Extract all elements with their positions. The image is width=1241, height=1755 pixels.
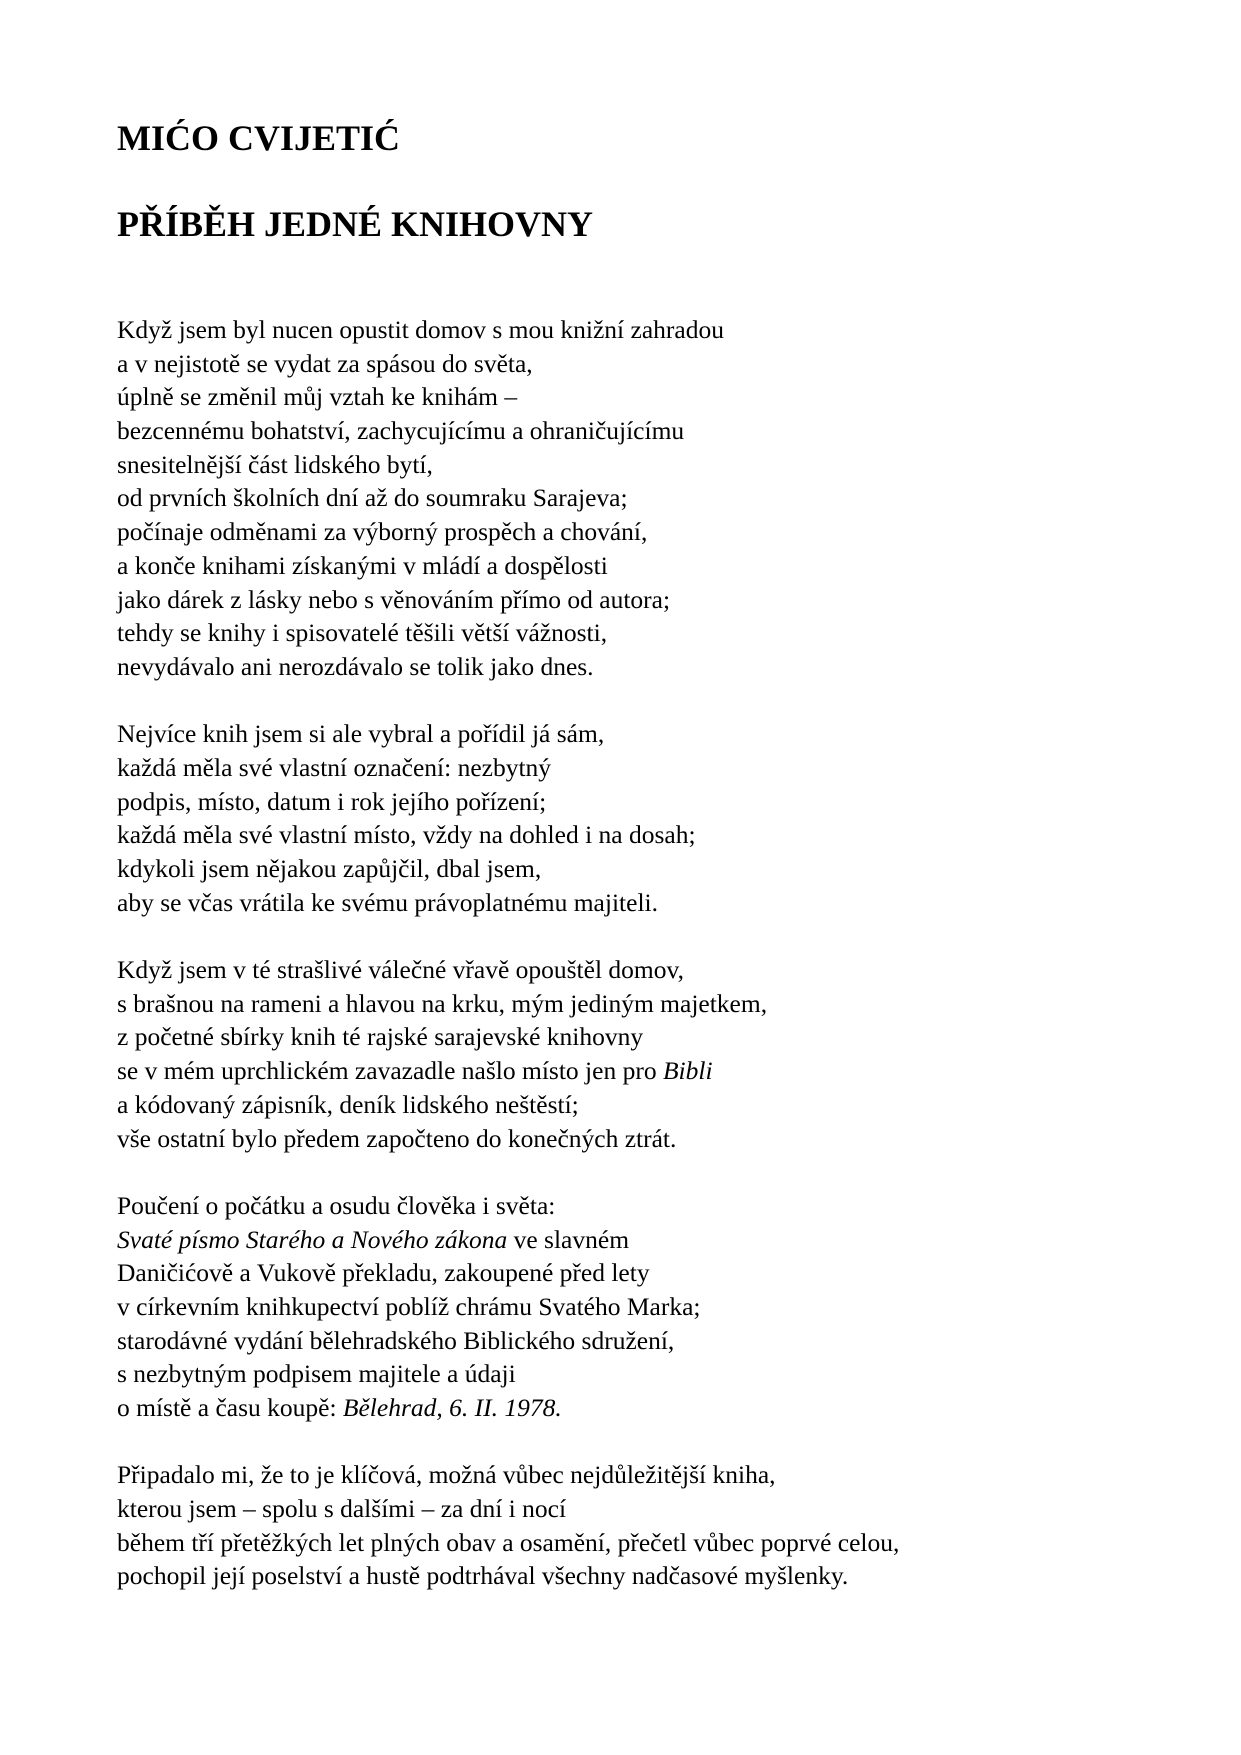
poem-line <box>117 481 1197 515</box>
line-text: Daničićově a Vukově překladu, zakoupené před lety <box>117 1258 650 1288</box>
line-text: podpis, místo, datum i rok jejího pořízení; <box>117 786 547 816</box>
poem-line <box>117 1122 1197 1156</box>
stanza <box>117 953 1197 1155</box>
line-text: počínaje odměnami za výborný prospěch a chování, <box>117 517 648 547</box>
stanza <box>117 313 1197 684</box>
poem-line <box>117 818 1197 852</box>
author-name: MIĆO CVIJETIĆ <box>117 118 401 158</box>
poem-line <box>117 448 1197 482</box>
poem-line <box>117 1559 1197 1593</box>
italic-text: Bibli <box>662 1056 713 1086</box>
line-text: tehdy se knihy i spisovatelé těšili větší vážnosti, <box>117 618 608 648</box>
line-text: každá měla své vlastní označení: nezbytný <box>117 752 552 782</box>
poem-line <box>117 751 1197 785</box>
line-text: s nezbytným podpisem majitele a údaji <box>117 1359 516 1389</box>
line-text: s brašnou na rameni a hlavou na krku, mým jediným majetkem, <box>117 988 768 1018</box>
stanza <box>117 717 1197 919</box>
poem-line <box>117 347 1197 381</box>
line-text: ve slavném <box>507 1224 630 1254</box>
poem-line <box>117 1324 1197 1358</box>
line-text: Když jsem v té strašlivé válečné vřavě opouštěl domov, <box>117 955 684 985</box>
poem-line <box>117 515 1197 549</box>
poem-line <box>117 1054 1197 1088</box>
line-text: v církevním knihkupectví poblíž chrámu Svatého Marka; <box>117 1291 701 1321</box>
line-text: o místě a času koupě: <box>117 1393 343 1422</box>
italic-text: Bělehrad, 6. II. 1978. <box>342 1393 562 1422</box>
poem-line <box>117 1020 1197 1054</box>
stanza <box>117 1458 1197 1593</box>
stanza <box>117 1189 1197 1425</box>
poem-line <box>117 1223 1197 1257</box>
poem-title: PŘÍBĚH JEDNÉ KNIHOVNY <box>117 204 594 244</box>
line-text: každá měla své vlastní místo, vždy na dohled i na dosah; <box>117 820 696 850</box>
poem-line <box>117 414 1197 448</box>
line-text: jako dárek z lásky nebo s věnováním přímo od autora; <box>117 584 671 614</box>
poem-line <box>117 1256 1197 1290</box>
line-text: Připadalo mi, že to je klíčová, možná vůbec nejdůležitější kniha, <box>117 1460 776 1490</box>
line-text: a konče knihami získanými v mládí a dospělosti <box>117 550 608 580</box>
poem-line <box>117 1088 1197 1122</box>
line-text: pochopil její poselství a hustě podtrhával všechny nadčasové myšlenky. <box>117 1561 849 1591</box>
line-text: během tří přetěžkých let plných obav a osamění, přečetl vůbec poprvé celou, <box>117 1527 900 1557</box>
line-text: Když jsem byl nucen opustit domov s mou knižní zahradou <box>117 315 724 344</box>
poem-line <box>117 1391 1197 1425</box>
poem-line <box>117 549 1197 583</box>
poem-line <box>117 380 1197 414</box>
line-text: starodávné vydání bělehradského Biblického sdružení, <box>117 1325 675 1355</box>
line-text: aby se včas vrátila ke svému právoplatnému majiteli. <box>117 887 658 917</box>
line-text: Poučení o počátku a osudu člověka i světa: <box>117 1190 556 1220</box>
poem-line <box>117 987 1197 1021</box>
line-text: úplně se změnil můj vztah ke knihám – <box>117 382 518 412</box>
line-text: vše ostatní bylo předem započteno do konečných ztrát. <box>117 1123 677 1153</box>
italic-text: Svaté písmo Starého a Nového zákona <box>117 1224 508 1254</box>
poem-line <box>117 1290 1197 1324</box>
line-text: a v nejistotě se vydat za spásou do světa, <box>117 348 533 378</box>
poem-line <box>117 1458 1197 1492</box>
line-text: a kódovaný zápisník, deník lidského neštěstí; <box>117 1089 579 1119</box>
poem-line <box>117 1526 1197 1560</box>
poem-line <box>117 616 1197 650</box>
line-text: kdykoli jsem nějakou zapůjčil, dbal jsem, <box>117 854 542 883</box>
poem-body <box>117 313 1197 1627</box>
poem-line <box>117 583 1197 617</box>
poem-line <box>117 1357 1197 1391</box>
poem-line <box>117 852 1197 886</box>
line-text: se v mém uprchlickém zavazadle našlo místo jen pro <box>117 1056 663 1086</box>
line-text: z početné sbírky knih té rajské sarajevské knihovny <box>117 1022 644 1052</box>
poem-line <box>117 1492 1197 1526</box>
poem-line <box>117 1189 1197 1223</box>
line-text: snesitelnější část lidského bytí, <box>117 449 433 479</box>
line-text: bezcennému bohatství, zachycujícímu a ohraničujícímu <box>117 416 685 446</box>
poem-line <box>117 717 1197 751</box>
line-text: kterou jsem – spolu s dalšími – za dní i nocí <box>117 1494 567 1524</box>
poem-line <box>117 953 1197 987</box>
poem-line <box>117 785 1197 819</box>
line-text: od prvních školních dní až do soumraku Sarajeva; <box>117 483 628 513</box>
line-text: Nejvíce knih jsem si ale vybral a pořídil já sám, <box>117 719 605 749</box>
poem-line <box>117 886 1197 920</box>
line-text: nevydávalo ani nerozdávalo se tolik jako dnes. <box>117 651 594 681</box>
poem-line <box>117 650 1197 684</box>
poem-line <box>117 313 1197 347</box>
